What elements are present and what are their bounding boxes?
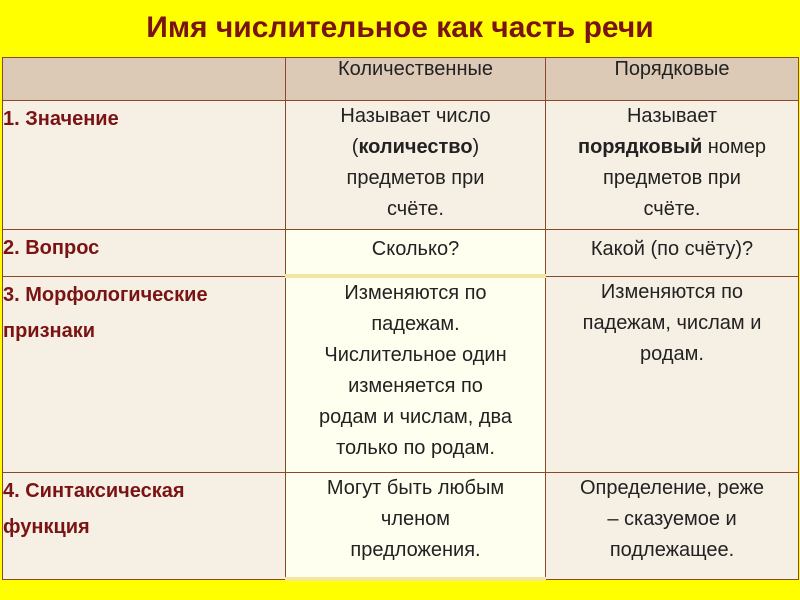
- paren-open: (: [351, 136, 359, 158]
- cell-line: [546, 132, 798, 163]
- table-row: [3, 473, 799, 580]
- cell-line: предметов при: [603, 167, 741, 189]
- cell-line: [286, 132, 545, 163]
- row-label-meaning: 1. Значение: [3, 101, 286, 230]
- cell-text: номер: [702, 136, 766, 158]
- cell-line: изменяется по: [348, 375, 483, 397]
- cell-meaning-ordinal: [546, 101, 799, 230]
- cell-line: Называет число: [340, 105, 491, 127]
- cell-line: падежам.: [371, 313, 460, 335]
- cell-line: Изменяются по: [344, 282, 487, 304]
- cell-morphology-ordinal: [546, 276, 799, 473]
- cell-line: падежам, числам и: [582, 311, 762, 334]
- row-label-question: 2. Вопрос: [3, 230, 286, 277]
- cell-meaning-cardinal: [286, 101, 546, 230]
- label-line: 3. Морфологические: [3, 283, 208, 306]
- cell-question-ordinal: Какой (по счёту)?: [546, 230, 799, 277]
- label-line: функция: [3, 516, 90, 538]
- numeral-table: [2, 57, 799, 581]
- row-label-syntax: [3, 473, 286, 580]
- row-label-morphology: [3, 276, 286, 473]
- label-line: 4. Синтаксическая: [3, 480, 185, 502]
- table-row: [3, 276, 799, 473]
- header-blank-cell: [3, 58, 286, 101]
- cell-line: счёте.: [387, 198, 444, 220]
- cell-line: счёте.: [643, 198, 701, 220]
- header-ordinal: Порядковые: [546, 58, 799, 101]
- cell-line: родам и числам, два: [318, 406, 513, 428]
- cell-line: Числительное один: [324, 344, 507, 366]
- bold-term: количество: [358, 136, 473, 158]
- cell-line: родам.: [640, 342, 704, 365]
- label-line: признаки: [3, 319, 96, 342]
- table-row: [3, 101, 799, 230]
- page-title: Имя числительное как часть речи: [146, 11, 654, 44]
- cell-morphology-cardinal: [286, 276, 546, 473]
- cell-line: Изменяются по: [600, 280, 744, 303]
- header-cardinal: Количественные: [286, 58, 546, 101]
- cell-syntax-cardinal: [286, 473, 546, 580]
- table-row: [3, 230, 799, 277]
- cell-line: Определение, реже: [579, 477, 765, 499]
- cell-syntax-ordinal: [546, 473, 799, 580]
- cell-line: Называет: [626, 105, 718, 127]
- table-header-row: [3, 58, 799, 101]
- cell-line: членом: [380, 508, 451, 530]
- cell-line: предложения.: [350, 539, 481, 561]
- cell-question-cardinal: Сколько?: [286, 230, 546, 277]
- cell-line: подлежащее.: [609, 539, 735, 561]
- cell-line: Могут быть любым: [326, 477, 505, 499]
- paren-close: ): [472, 136, 480, 158]
- cell-line: – сказуемое и: [607, 508, 737, 530]
- bold-term: порядковый: [578, 136, 703, 158]
- cell-line: только по родам.: [336, 437, 495, 459]
- cell-line: предметов при: [346, 167, 485, 189]
